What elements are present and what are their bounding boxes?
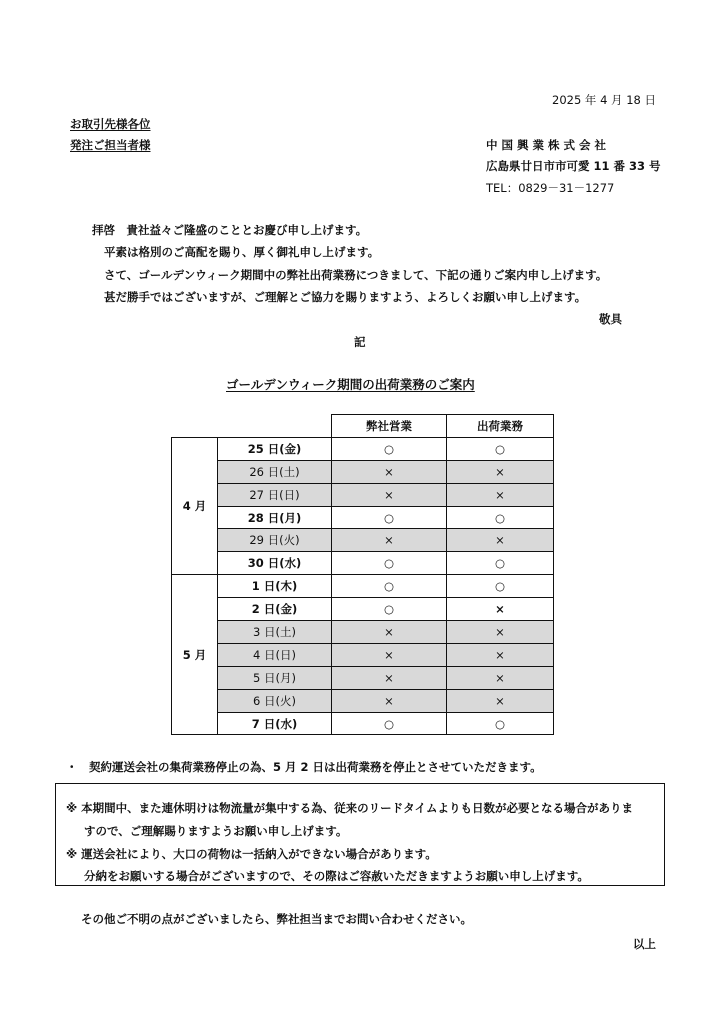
date-cell: 27 日(日) [218, 483, 332, 506]
date-cell: 30 日(水) [218, 552, 332, 575]
shipping-status-cell: × [447, 689, 554, 712]
date-cell: 25 日(金) [218, 437, 332, 460]
business-status-cell: × [332, 621, 447, 644]
table-row [172, 483, 554, 506]
note-2-line-2: 分納をお願いする場合がございますので、その際はご容赦いただきますようお願い申し上げます。 [84, 869, 589, 883]
end-text: 以上 [633, 937, 656, 951]
business-status-cell: ○ [332, 552, 447, 575]
note-1-line-1: ※ 本期間中、また連休明けは物流量が集中する為、従来のリードタイムよりも日数が必要となる場合がありま [66, 801, 633, 815]
shipping-status-cell: × [447, 483, 554, 506]
shipping-status-cell: × [447, 666, 554, 689]
date-cell: 29 日(火) [218, 529, 332, 552]
shipping-status-cell: ○ [447, 575, 554, 598]
note-2-line-1: ※ 運送会社により、大口の荷物は一括納入ができない場合があります。 [66, 847, 437, 861]
bullet-mark: ・ [66, 760, 78, 774]
bullet-note-text: 契約運送会社の集荷業務停止の為、5 月 2 日は出荷業務を停止とさせていただきます。 [89, 760, 542, 774]
letter-greeting: 拝啓 貴社益々ご隆盛のこととお慶び申し上げます。 [92, 223, 368, 237]
schedule-body [172, 437, 554, 735]
schedule-title: ゴールデンウィーク期間の出荷業務のご案内 [226, 377, 475, 392]
business-status-cell: × [332, 460, 447, 483]
shipping-status-cell: ○ [447, 437, 554, 460]
date-cell: 4 日(日) [218, 643, 332, 666]
date-cell: 5 日(月) [218, 666, 332, 689]
business-status-cell: × [332, 483, 447, 506]
shipping-status-cell: × [447, 643, 554, 666]
letter-line-4: 甚だ勝手ではございますが、ご理解とご協力を賜りますよう、よろしくお願い申し上げます。 [104, 290, 587, 304]
recipient-line-1: お取引先様各位 [70, 117, 151, 131]
schedule-table [171, 414, 554, 735]
table-row [172, 598, 554, 621]
date-cell: 3 日(土) [218, 621, 332, 644]
month-april: 4 月 [172, 437, 218, 574]
inquiry-text: その他ご不明の点がございましたら、弊社担当までお問い合わせください。 [81, 912, 472, 926]
table-row [172, 460, 554, 483]
month-may: 5 月 [172, 575, 218, 735]
table-row [172, 689, 554, 712]
shipping-status-cell: ○ [447, 506, 554, 529]
business-status-cell: ○ [332, 598, 447, 621]
date-cell: 26 日(土) [218, 460, 332, 483]
business-status-cell: × [332, 529, 447, 552]
date-cell: 2 日(金) [218, 598, 332, 621]
date-cell: 7 日(水) [218, 712, 332, 735]
letter-line-2: 平素は格別のご高配を賜り、厚く御礼申し上げます。 [104, 245, 380, 259]
table-row [172, 643, 554, 666]
table-row [172, 621, 554, 644]
table-row [172, 575, 554, 598]
shipping-status-cell: × [447, 460, 554, 483]
table-row [172, 506, 554, 529]
business-status-cell: ○ [332, 575, 447, 598]
letter-ki: 記 [354, 335, 366, 349]
table-row [172, 666, 554, 689]
table-row [172, 552, 554, 575]
table-row [172, 529, 554, 552]
shipping-status-cell: × [447, 598, 554, 621]
business-status-cell: × [332, 643, 447, 666]
business-status-cell: ○ [332, 712, 447, 735]
note-1-line-2: すので、ご理解賜りますようお願い申し上げます。 [84, 824, 348, 838]
table-row [172, 437, 554, 460]
business-status-cell: × [332, 689, 447, 712]
business-status-cell: ○ [332, 437, 447, 460]
company-address: 広島県廿日市市可愛 11 番 33 号 [486, 159, 661, 173]
header-business: 弊社営業 [332, 415, 447, 438]
table-corner [172, 415, 332, 438]
company-name: 中 国 興 業 株 式 会 社 [486, 138, 607, 152]
table-row [172, 712, 554, 735]
shipping-status-cell: ○ [447, 712, 554, 735]
header-shipping: 出荷業務 [447, 415, 554, 438]
letter-line-3: さて、ゴールデンウィーク期間中の弊社出荷業務につきまして、下記の通りご案内申し上げます。 [104, 268, 608, 282]
company-tel: TEL：0829－31－1277 [486, 181, 615, 195]
date-cell: 28 日(月) [218, 506, 332, 529]
shipping-status-cell: × [447, 621, 554, 644]
letter-closing: 敬具 [599, 312, 622, 326]
date-cell: 1 日(木) [218, 575, 332, 598]
business-status-cell: ○ [332, 506, 447, 529]
date-cell: 6 日(火) [218, 689, 332, 712]
business-status-cell: × [332, 666, 447, 689]
shipping-status-cell: ○ [447, 552, 554, 575]
recipient-line-2: 発注ご担当者様 [70, 138, 151, 152]
shipping-status-cell: × [447, 529, 554, 552]
document-date: 2025 年 4 月 18 日 [552, 93, 656, 107]
